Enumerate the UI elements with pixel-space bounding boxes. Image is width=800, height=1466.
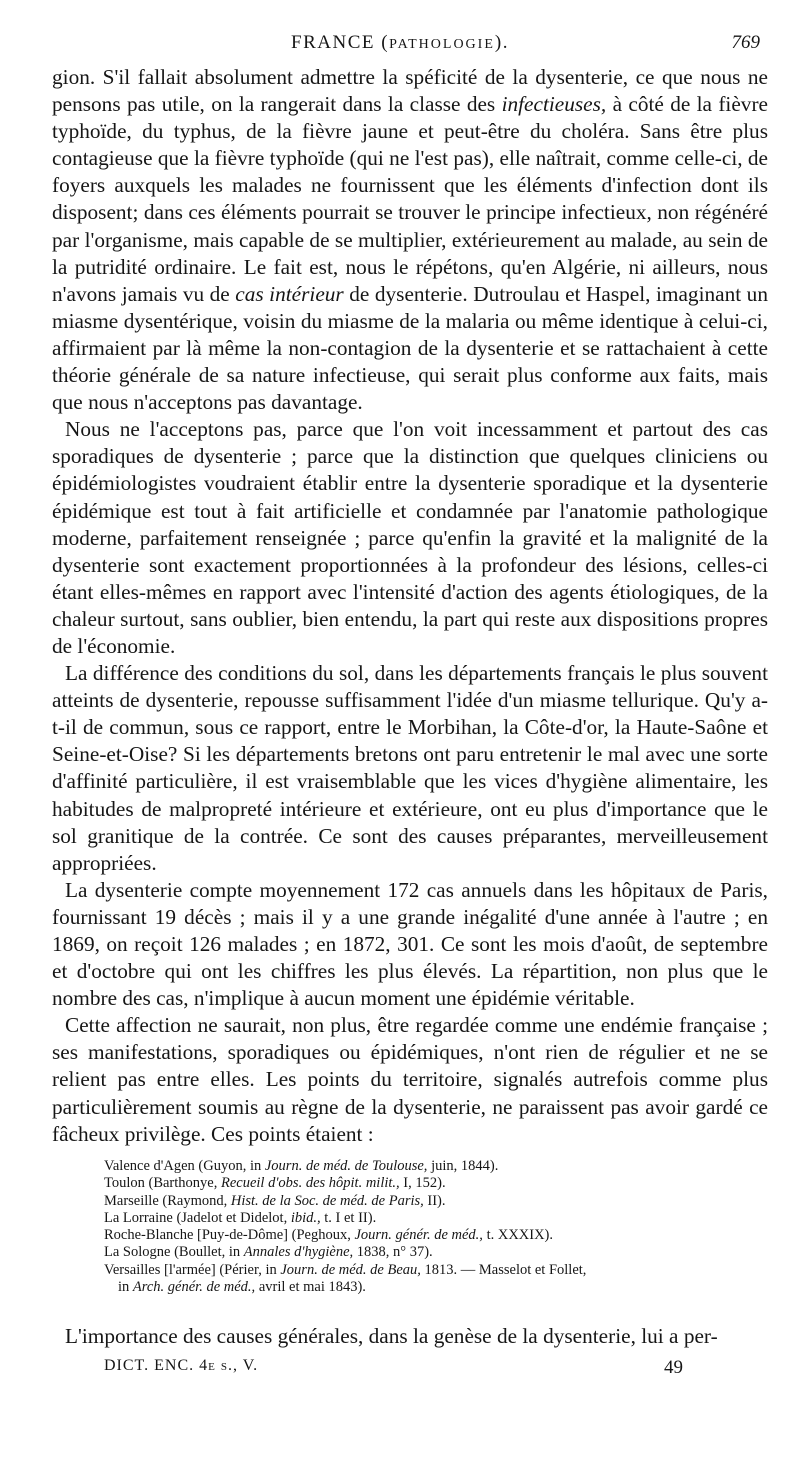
p1-text-c: de dysenterie. Dutroulau et Haspel, imaginant un miasme dysentérique, voisin du miasme de la malaria ou même identique à celui-ci, affirmaient par là même la non-contagion de la dysenterie et se rattachaient à cette théorie générale de sa nature infectieuse, qui serait plus conforme aux faits, mais que nous n'acceptons pas davantage. (52, 281, 768, 415)
ref-text: Toulon (Barthonye, (104, 1175, 221, 1192)
ref-title: Arch. génér. de méd., (132, 1279, 256, 1296)
paragraph-5: Cette affection ne saurait, non plus, être regardée comme une endémie française ; ses manifestations, sporadiques ou épidémiques, n'ont rien de régulier et ne se relient pas entre elles. Les points du territoire, signalés autrefois comme plus particulièrement soumis au règne de la dysenterie, ne paraissent pas avoir gardé ce fâcheux privilège. Ces points étaient : (52, 1013, 768, 1146)
paragraph-3: La différence des conditions du sol, dans les départements français le plus souvent atteints de dysenterie, repousse suffisamment l'idée d'un miasme tellurique. Qu'y a-t-il de commun, sous ce rapport, entre le Morbihan, la Côte-d'or, la Haute-Saône et Seine-et-Oise? Si les départements bretons ont paru entretenir le mal avec une sorte d'affinité particulière, il est vraisemblable que les vices d'hygiène alimentaire, les habitudes de malpropreté intérieure et extérieure, ont eu plus d'importance que le sol granitique de la contrée. Ce sont des causes préparantes, merveilleusement appropriées. (52, 661, 768, 875)
ref-title: ibid., (290, 1209, 321, 1226)
ref-text: Valence d'Agen (Guyon, in (104, 1158, 265, 1174)
signature-mark: DICT. ENC. 4e s., V. (104, 1357, 259, 1374)
signature-number: 49 (664, 1357, 683, 1378)
ref-text: I, 152). (399, 1175, 446, 1192)
page-footer (104, 1357, 704, 1378)
running-header (0, 30, 800, 58)
running-title-sub: PATHOLOGIE (389, 37, 495, 52)
ref-text: juin, 1844). (427, 1158, 499, 1174)
running-title (0, 32, 800, 54)
page-number: 769 (731, 32, 760, 53)
ref-text: La Sologne (Boullet, in (104, 1244, 244, 1261)
p1-text-b: à côté de la fièvre typhoïde, du typhus, de la fièvre jaune et peut-être du choléra. Sans être plus contagieuse que la fièvre typhoïde (qui ne l'est pas), elle naîtrait, comme celle-ci, de foyers auxquels les malades ne fournissent que les éléments d'infection dont ils disposent; dans ces éléments pourrait se trouver le principe infectieux, non régénéré par l'organisme, mais capable de se multiplier, extérieurement au malade, au sein de la putridité ordinaire. Le fait est, nous le répétons, qu'en Algérie, ni ailleurs, nous n'avons jamais vu de (52, 92, 768, 306)
ref-title: Journ. de méd. de Toulouse, (264, 1158, 428, 1174)
ref-text: in (118, 1279, 133, 1296)
ref-text: t. XXXIX). (482, 1227, 554, 1244)
reference-item (104, 1262, 744, 1279)
reference-item (104, 1158, 744, 1175)
closing-paragraph-line: L'importance des causes générales, dans la genèse de la dysenterie, lui a per- (65, 1324, 718, 1348)
reference-item (104, 1244, 744, 1261)
ref-title: Hist. de la Soc. de méd. de Paris, (230, 1192, 424, 1209)
ref-text: Versailles [l'armée] (Périer, in (104, 1261, 281, 1278)
ref-title: Annales d'hygiène, (243, 1244, 354, 1261)
p1-emphasis-a: infectieuses, (501, 92, 607, 117)
ref-title: Journ. de méd. de Beau, (280, 1261, 421, 1278)
paragraph-1 (52, 64, 768, 416)
p1-emphasis-b: cas intérieur (235, 281, 344, 306)
ref-text: 1813. — Masselot et Follet, (420, 1261, 587, 1278)
reference-list (104, 1158, 744, 1296)
reference-item (104, 1175, 744, 1192)
p1-text-a: gion. S'il fallait absolument admettre la spéficité de la dysenterie, ce que nous ne pensons pas utile, on la rangerait dans la classe des (52, 65, 768, 117)
ref-text: 1838, n° 37). (353, 1244, 433, 1261)
ref-title: Recueil d'obs. des hôpit. milit., (220, 1175, 400, 1192)
running-title-end: ). (494, 32, 509, 53)
ref-text: Marseille (Raymond, (104, 1192, 231, 1209)
running-title-main: FRANCE ( (291, 32, 390, 53)
reference-item (104, 1210, 744, 1227)
ref-text: Roche-Blanche [Puy-de-Dôme] (Peghoux, (104, 1227, 355, 1244)
ref-text: II). (423, 1192, 446, 1209)
body-text (52, 64, 768, 1148)
paragraph-2: Nous ne l'acceptons pas, parce que l'on voit incessamment et partout des cas sporadiques de dysenterie ; parce que la distinction que quelques cliniciens ou épidémiologistes voudraient établir entre la dysenterie sporadique et la dysenterie épidémique est tout à fait artificielle et condamnée par l'anatomie pathologique moderne, parfaitement renseignée ; parce qu'enfin la gravité et la malignité de la dysenterie sont exactement proportionnées à la profondeur des lésions, celles-ci étant elles-mêmes en rapport avec l'intensité d'action des agents étiologiques, de la chaleur surtout, sans oublier, bien entendu, la part qui reste aux dispositions propres de l'économie. (52, 417, 768, 658)
ref-text: t. I et II). (320, 1209, 377, 1226)
reference-item-continuation (104, 1279, 744, 1296)
reference-item (104, 1193, 744, 1210)
paragraph-4: La dysenterie compte moyennement 172 cas annuels dans les hôpitaux de Paris, fournissant 19 décès ; mais il y a une grande inégalité d'une année à l'autre ; en 1869, on reçoit 126 malades ; en 1872, 301. Ce sont les mois d'août, de septembre et d'octobre qui ont les chiffres les plus élevés. La répartition, non plus que le nombre des cas, n'implique à aucun moment une épidémie véritable. (52, 877, 768, 1011)
ref-title: Journ. génér. de méd., (354, 1227, 483, 1244)
ref-text: La Lorraine (Jadelot et Didelot, (104, 1209, 291, 1226)
reference-item (104, 1227, 744, 1244)
ref-text: avril et mai 1843). (255, 1279, 366, 1296)
